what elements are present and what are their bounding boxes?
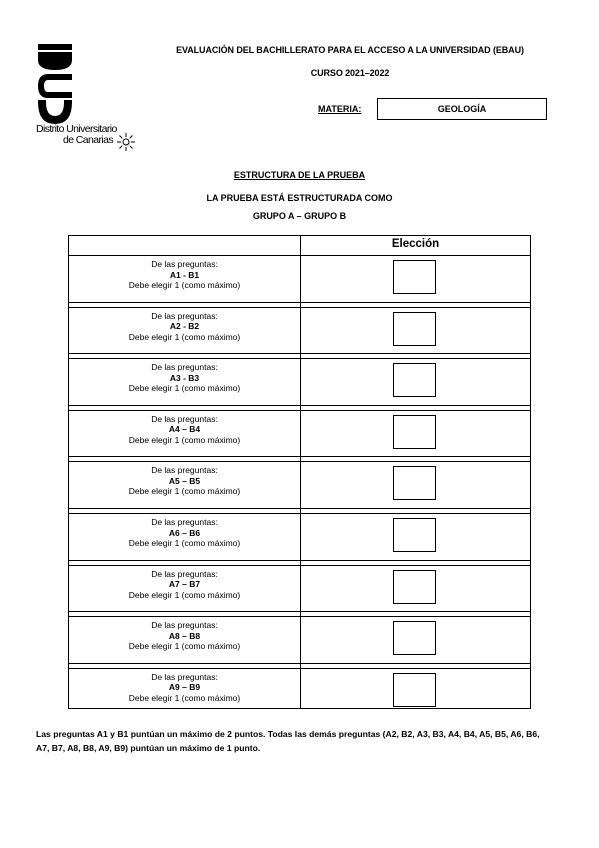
row-question-pair: A6 – B6 — [168, 527, 201, 538]
election-answer-box[interactable] — [393, 312, 436, 346]
row-note: Debe elegir 1 (como máximo) — [128, 383, 241, 394]
row-question-pair: A2 - B2 — [169, 321, 200, 332]
row-note: Debe elegir 1 (como máximo) — [128, 538, 241, 548]
row-note: Debe elegir 1 (como máximo) — [128, 589, 241, 600]
question-row-label — [69, 311, 300, 343]
row-note: Debe elegir 1 (como máximo) — [128, 434, 241, 445]
materia-value: GEOLOGÍA — [377, 98, 547, 120]
row-question-pair: A3 - B3 — [169, 372, 200, 383]
structure-groups: GRUPO A – GRUPO B — [252, 211, 347, 221]
row-intro: De las preguntas: — [151, 517, 218, 527]
row-separator — [69, 410, 530, 411]
question-row-label — [69, 362, 300, 394]
row-separator — [69, 508, 530, 509]
question-row-label — [69, 620, 300, 652]
election-answer-box[interactable] — [393, 260, 436, 294]
logo-line-1: Distrito Universitario — [36, 123, 117, 135]
question-row-label — [69, 517, 300, 549]
duc-logo-mark — [36, 44, 76, 126]
logo-line-2: de Canarias — [63, 134, 114, 146]
row-separator — [69, 405, 530, 406]
row-separator — [69, 560, 530, 561]
question-row-label — [69, 569, 300, 601]
row-intro: De las preguntas: — [151, 620, 218, 631]
sun-icon — [116, 132, 136, 152]
row-intro: De las preguntas: — [151, 465, 218, 476]
row-note: Debe elegir 1 (como máximo) — [128, 641, 241, 652]
row-intro: De las preguntas: — [151, 568, 218, 579]
row-separator — [69, 353, 530, 354]
row-separator — [69, 302, 530, 303]
question-row-label — [69, 672, 300, 704]
duc-logo — [36, 44, 142, 156]
election-answer-box[interactable] — [393, 415, 436, 449]
row-separator — [69, 456, 530, 457]
election-answer-box[interactable] — [393, 673, 436, 707]
row-intro: De las preguntas: — [151, 259, 218, 269]
row-question-pair: A4 – B4 — [168, 424, 201, 435]
row-question-pair: A1 - B1 — [169, 269, 200, 280]
election-header: Elección — [391, 238, 440, 250]
row-note: Debe elegir 1 (como máximo) — [128, 280, 241, 290]
exam-title: EVALUACIÓN DEL BACHILLERATO PARA EL ACCESO A LA UNIVERSIDAD (EBAU) — [176, 45, 524, 55]
row-question-pair: A7 – B7 — [168, 579, 201, 590]
header-separator — [69, 255, 530, 256]
row-intro: De las preguntas: — [151, 671, 218, 682]
course-year: CURSO 2021–2022 — [310, 68, 390, 78]
question-row-label — [69, 259, 300, 291]
question-row-label — [69, 465, 300, 497]
row-intro: De las preguntas: — [151, 362, 218, 373]
row-question-pair: A9 – B9 — [168, 682, 201, 693]
election-answer-box[interactable] — [393, 466, 436, 500]
row-separator — [69, 513, 530, 514]
materia-label: MATERIA: — [318, 104, 362, 114]
scoring-note: Las preguntas A1 y B1 puntúan un máximo de 2 puntos. Todas las demás preguntas (A2, B2, A3, B3, A4, B4, A5, B5, A6, B6, A7, B7, A8, B8, A9, B9) puntúan un máximo de 1 punto. — [36, 729, 540, 753]
row-note: Debe elegir 1 (como máximo) — [128, 692, 241, 703]
election-answer-box[interactable] — [393, 518, 436, 552]
row-question-pair: A8 – B8 — [168, 630, 201, 641]
question-choice-table — [68, 235, 531, 709]
row-intro: De las preguntas: — [151, 413, 218, 424]
row-separator — [69, 461, 530, 462]
row-intro: De las preguntas: — [151, 310, 218, 321]
row-note: Debe elegir 1 (como máximo) — [128, 331, 241, 342]
row-separator — [69, 668, 530, 669]
row-question-pair: A5 – B5 — [168, 475, 201, 486]
row-separator — [69, 565, 530, 566]
row-separator — [69, 611, 530, 612]
election-answer-box[interactable] — [393, 570, 436, 604]
structure-title: ESTRUCTURA DE LA PRUEBA — [233, 170, 366, 180]
row-separator — [69, 307, 530, 308]
row-separator — [69, 663, 530, 664]
election-answer-box[interactable] — [393, 363, 436, 397]
structure-subtitle: LA PRUEBA ESTÁ ESTRUCTURADA COMO — [206, 193, 393, 203]
row-separator — [69, 616, 530, 617]
row-separator — [69, 358, 530, 359]
row-note: Debe elegir 1 (como máximo) — [128, 486, 241, 497]
question-row-label — [69, 414, 300, 446]
election-answer-box[interactable] — [393, 621, 436, 655]
